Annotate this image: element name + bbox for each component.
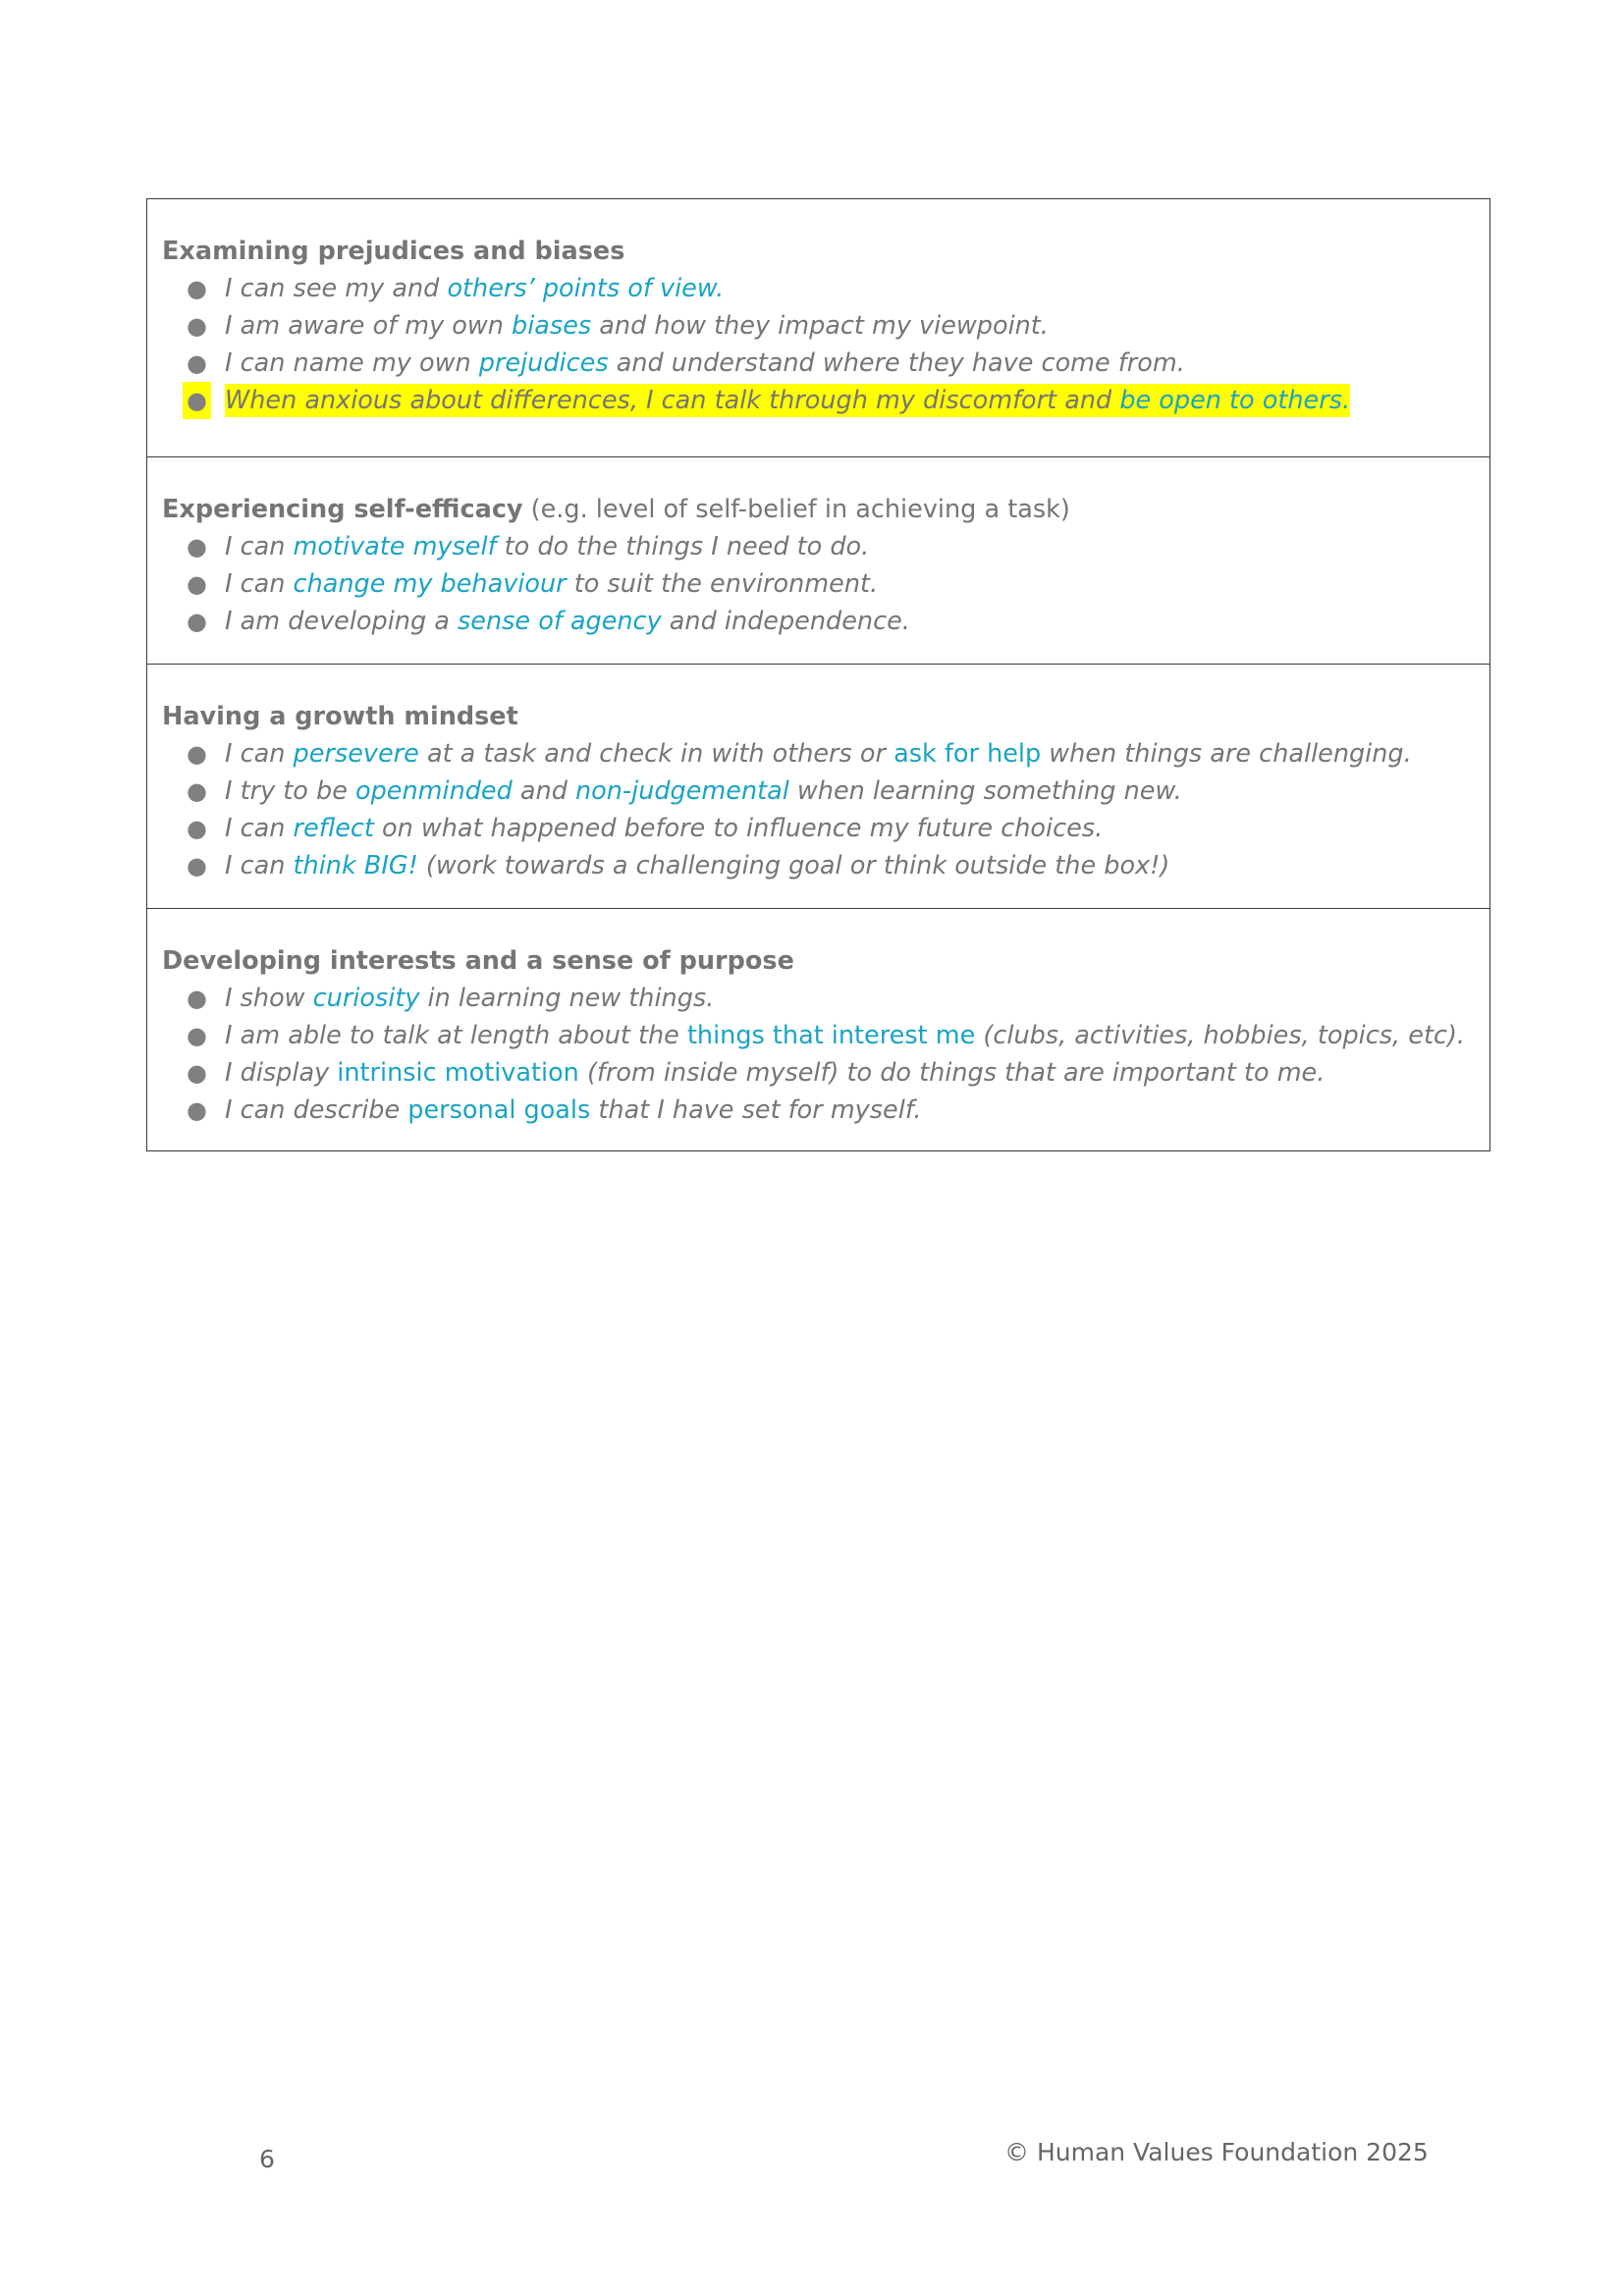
bullet-list [162,270,1478,419]
list-item-highlighted [162,382,1478,419]
list-item: ● I can name my own prejudices and understand where they have come from. [162,345,1478,382]
bullet-icon: ● [187,852,207,880]
bullet-list [162,735,1478,884]
list-item: ● I display intrinsic motivation (from inside myself) to do things that are important to me. [162,1054,1478,1092]
bullet-icon: ● [187,985,207,1012]
bullet-list [162,980,1478,1129]
bullet-icon: ● [187,312,207,340]
bullet-icon: ● [187,740,207,768]
list-item: ● I am able to talk at length about the things that interest me (clubs, activities, hobbies, topics, etc). [162,1017,1478,1054]
bullet-icon: ● [187,1096,207,1124]
bullet-icon: ● [187,349,207,377]
copyright-notice: © Human Values Foundation 2025 [1004,2138,1429,2166]
section-heading [162,942,1478,980]
section-interests-purpose [147,908,1489,1150]
section-heading-title: Having a growth mindset [162,702,518,731]
section-growth-mindset [147,664,1489,908]
section-heading-title: Developing interests and a sense of purpose [162,946,794,976]
section-heading [162,698,1478,735]
bullet-icon: ● [187,815,207,842]
list-item: ● I can change my behaviour to suit the environment. [162,565,1478,603]
bullet-icon: ● [187,608,207,635]
list-item: ● I try to be openminded and non-judgemental when learning something new. [162,773,1478,810]
bullet-list [162,528,1478,640]
highlighted-text: When anxious about differences, I can talk through my discomfort and be open to others. [225,386,1351,415]
list-item: ● I am aware of my own biases and how they impact my viewpoint. [162,307,1478,345]
list-item: ● I can motivate myself to do the things I need to do. [162,528,1478,565]
list-item: ● I can think BIG! (work towards a challenging goal or think outside the box!) [162,847,1478,884]
bullet-icon: ● [187,1022,207,1049]
list-item: ● I can reflect on what happened before to influence my future choices. [162,810,1478,847]
section-heading [162,233,1478,270]
bullet-icon: ● [187,570,207,598]
bullet-icon: ● [183,382,211,419]
list-item: ● I show curiosity in learning new things. [162,980,1478,1017]
page-number: 6 [259,2145,275,2173]
bullet-icon: ● [187,275,207,302]
section-heading-note: (e.g. level of self-belief in achieving a task) [522,495,1070,524]
list-item: ● I am developing a sense of agency and independence. [162,603,1478,640]
bullet-icon: ● [187,533,207,561]
bullet-icon: ● [187,1059,207,1087]
list-item: ● I can persevere at a task and check in with others or ask for help when things are challenging. [162,735,1478,773]
section-self-efficacy [147,456,1489,664]
outcomes-table [146,198,1490,1151]
section-heading-title: Experiencing self-efficacy [162,495,523,524]
list-item: ● I can see my and others’ points of view. [162,270,1478,307]
section-heading [162,491,1478,528]
section-prejudices-biases [147,199,1489,456]
list-item: ● I can describe personal goals that I have set for myself. [162,1092,1478,1129]
section-heading-title: Examining prejudices and biases [162,237,625,266]
bullet-icon: ● [187,777,207,805]
